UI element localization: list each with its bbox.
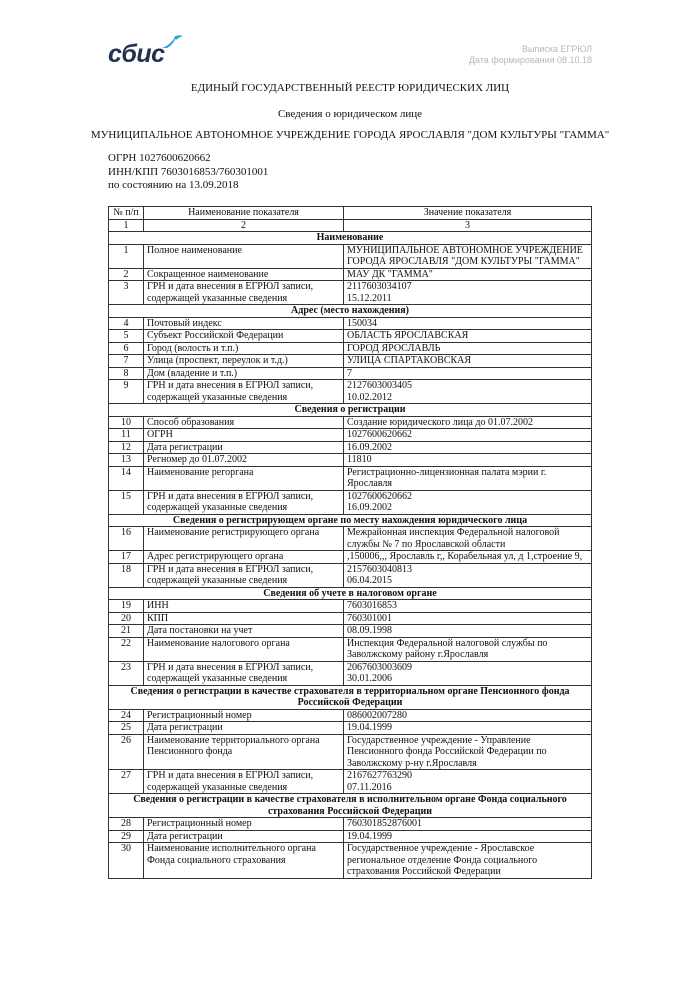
- column-numbers-row: [109, 219, 592, 232]
- bird-icon: [160, 34, 184, 54]
- section-header-row: [109, 404, 592, 417]
- indicator-name: Регистрационный номер: [144, 818, 344, 831]
- row-number: 24: [109, 709, 144, 722]
- indicator-name: Полное наименование: [144, 244, 344, 268]
- table-row: [109, 441, 592, 454]
- table-row: [109, 466, 592, 490]
- table-row: [109, 709, 592, 722]
- indicator-name: Сокращенное наименование: [144, 268, 344, 281]
- table-row: [109, 661, 592, 685]
- registry-title: ЕДИНЫЙ ГОСУДАРСТВЕННЫЙ РЕЕСТР ЮРИДИЧЕСКИХ ЛИЦ: [190, 82, 510, 94]
- indicator-name: Наименование налогового органа: [144, 637, 344, 661]
- indicator-value: [344, 612, 592, 625]
- row-number: 27: [109, 770, 144, 794]
- value-line: 2157603040813: [347, 563, 412, 575]
- value-line: Инспекция Федеральной налоговой службы по Заволжскому району г.Ярославля: [347, 637, 548, 660]
- col-header-value: Значение показателя: [344, 207, 592, 220]
- header-row: [109, 207, 592, 220]
- row-number: 21: [109, 625, 144, 638]
- row-number: 29: [109, 830, 144, 843]
- indicator-value: [344, 637, 592, 661]
- section-title: Наименование: [109, 232, 592, 245]
- row-number: 2: [109, 268, 144, 281]
- row-number: 18: [109, 563, 144, 587]
- table-row: [109, 722, 592, 735]
- sbis-logo: [108, 34, 188, 68]
- table-row: [109, 490, 592, 514]
- table-row: [109, 317, 592, 330]
- indicator-name: Регномер до 01.07.2002: [144, 454, 344, 467]
- logo-text: сбис: [108, 40, 165, 68]
- table-row: [109, 843, 592, 879]
- indicator-name: ГРН и дата внесения в ЕГРЮЛ записи, содержащей указанные сведения: [144, 281, 344, 305]
- indicator-value: [344, 367, 592, 380]
- value-line: Государственное учреждение - Ярославское региональное отделение Фонда социального страхования Российской Федерации: [347, 843, 538, 877]
- table-row: [109, 244, 592, 268]
- row-number: 3: [109, 281, 144, 305]
- row-number: 25: [109, 722, 144, 735]
- table-row: [109, 429, 592, 442]
- value-line: 2127603003405: [347, 380, 412, 391]
- indicator-name: Наименование исполнительного органа Фонда социального страхования: [144, 843, 344, 879]
- value-line: УЛИЦА СПАРТАКОВСКАЯ: [347, 355, 472, 366]
- indicator-name: ГРН и дата внесения в ЕГРЮЛ записи, содержащей указанные сведения: [144, 563, 344, 587]
- row-number: 22: [109, 637, 144, 661]
- col-number-2: 2: [144, 219, 344, 232]
- indicator-value: [344, 342, 592, 355]
- table-row: [109, 454, 592, 467]
- section-header-row: [109, 305, 592, 318]
- value-line: 08.09.1998: [347, 625, 392, 636]
- value-line: Регистрационно-лицензионная палата мэрии г. Ярославля: [347, 466, 547, 489]
- value-line: 2117603034107: [347, 281, 412, 292]
- value-line: 2167627763290: [347, 770, 412, 781]
- indicator-value: [344, 466, 592, 490]
- indicator-name: Субъект Российской Федерации: [144, 330, 344, 343]
- row-number: 13: [109, 454, 144, 467]
- value-line: 760301001: [347, 612, 392, 624]
- indicator-value: [344, 830, 592, 843]
- section-header-row: [109, 232, 592, 245]
- section-title: Сведения о регистрации: [109, 404, 592, 417]
- value-line: Создание юридического лица до 01.07.2002: [347, 416, 533, 428]
- row-number: 5: [109, 330, 144, 343]
- indicator-name: Дата регистрации: [144, 830, 344, 843]
- table-row: [109, 600, 592, 613]
- value-line: 16.09.2002: [347, 441, 392, 453]
- indicator-name: Наименование регистрирующего органа: [144, 527, 344, 551]
- row-number: 14: [109, 466, 144, 490]
- value-line: ,150006,,, Ярославль г,, Корабельная ул, д 1,строение 9,: [347, 551, 583, 562]
- inn-kpp-line: ИНН/КПП 7603016853/760301001: [108, 165, 269, 178]
- row-number: 20: [109, 612, 144, 625]
- indicator-value: [344, 709, 592, 722]
- egrul-table: [108, 206, 592, 879]
- indicator-value: [344, 551, 592, 564]
- table-row: [109, 416, 592, 429]
- table-row: [109, 770, 592, 794]
- indicator-name: Адрес регистрирующего органа: [144, 551, 344, 564]
- table-row: [109, 830, 592, 843]
- value-line: Государственное учреждение - Управление Пенсионного фонда Российской Федерации по Заволжскому р-ну г.Ярославля: [347, 734, 547, 769]
- indicator-value: [344, 843, 592, 879]
- row-number: 9: [109, 380, 144, 404]
- col-number-3: 3: [344, 219, 592, 232]
- section-title: Сведения о регистрации в качестве страхователя в исполнительном органе Фонда социального страхования Российской Федерации: [109, 794, 592, 818]
- value-line: 7: [347, 367, 352, 379]
- table-row: [109, 563, 592, 587]
- row-number: 30: [109, 843, 144, 879]
- indicator-value: [344, 722, 592, 735]
- value-line: 1027600620662: [347, 429, 412, 440]
- indicator-name: ГРН и дата внесения в ЕГРЮЛ записи, содержащей указанные сведения: [144, 380, 344, 404]
- section-header-row: [109, 685, 592, 709]
- row-number: 17: [109, 551, 144, 564]
- table-row: [109, 637, 592, 661]
- col-header-name: Наименование показателя: [144, 207, 344, 220]
- section-header-row: [109, 514, 592, 527]
- table-row: [109, 355, 592, 368]
- table-row: [109, 380, 592, 404]
- indicator-value: [344, 281, 592, 305]
- formed-date: Дата формирования 08.10.18: [468, 55, 592, 65]
- table-row: [109, 367, 592, 380]
- row-number: 4: [109, 317, 144, 330]
- table-row: [109, 268, 592, 281]
- value-line: 30.01.2006: [347, 673, 392, 684]
- table-row: [109, 551, 592, 564]
- value-line: 086002007280: [347, 709, 407, 721]
- row-number: 28: [109, 818, 144, 831]
- indicator-name: Почтовый индекс: [144, 317, 344, 330]
- section-title: Сведения о регистрирующем органе по месту нахождения юридического лица: [109, 514, 592, 527]
- value-line: ГОРОД ЯРОСЛАВЛЬ: [347, 342, 441, 354]
- row-number: 11: [109, 429, 144, 442]
- indicator-value: [344, 661, 592, 685]
- indicator-value: [344, 527, 592, 551]
- value-line: 15.12.2011: [347, 292, 392, 304]
- table-row: [109, 612, 592, 625]
- indicator-name: Улица (проспект, переулок и т.д.): [144, 355, 344, 368]
- indicator-value: [344, 441, 592, 454]
- indicator-name: Регистрационный номер: [144, 709, 344, 722]
- row-number: 10: [109, 416, 144, 429]
- row-number: 1: [109, 244, 144, 268]
- col-header-num: № п/п: [109, 207, 144, 220]
- value-line: МАУ ДК "ГАММА": [347, 268, 433, 280]
- indicator-value: [344, 380, 592, 404]
- indicator-value: [344, 625, 592, 638]
- table-row: [109, 342, 592, 355]
- indicator-name: Наименование регоргана: [144, 466, 344, 490]
- row-number: 15: [109, 490, 144, 514]
- section-header-row: [109, 587, 592, 600]
- indicator-name: Дата регистрации: [144, 441, 344, 454]
- ogrn-line: ОГРН 1027600620662: [108, 152, 211, 164]
- value-line: Межрайонная инспекция Федеральной налоговой службы № 7 по Ярославской области: [347, 527, 560, 550]
- indicator-value: [344, 818, 592, 831]
- doc-type: Выписка ЕГРЮЛ: [522, 44, 592, 54]
- indicator-value: [344, 454, 592, 467]
- row-number: 26: [109, 734, 144, 770]
- indicator-value: [344, 268, 592, 281]
- table-row: [109, 818, 592, 831]
- value-line: 760301852876001: [347, 818, 422, 829]
- row-number: 8: [109, 367, 144, 380]
- indicator-name: Дата постановки на учет: [144, 625, 344, 638]
- indicator-name: ГРН и дата внесения в ЕГРЮЛ записи, содержащей указанные сведения: [144, 770, 344, 794]
- indicator-name: Способ образования: [144, 416, 344, 429]
- indicator-name: КПП: [144, 612, 344, 625]
- org-name-title: МУНИЦИПАЛЬНОЕ АВТОНОМНОЕ УЧРЕЖДЕНИЕ ГОРОДА ЯРОСЛАВЛЯ "ДОМ КУЛЬТУРЫ "ГАММА": [90, 129, 610, 141]
- row-number: 6: [109, 342, 144, 355]
- indicator-value: [344, 317, 592, 330]
- table-row: [109, 625, 592, 638]
- indicator-value: [344, 770, 592, 794]
- indicator-name: ОГРН: [144, 429, 344, 442]
- indicator-value: [344, 330, 592, 343]
- indicator-name: Дом (владение и т.п.): [144, 367, 344, 380]
- indicator-value: [344, 429, 592, 442]
- value-line: 19.04.1999: [347, 722, 392, 733]
- row-number: 12: [109, 441, 144, 454]
- as-of-line: по состоянию на 13.09.2018: [108, 179, 239, 191]
- table-row: [109, 527, 592, 551]
- section-title: Сведения о регистрации в качестве страхователя в территориальном органе Пенсионного фонда Российской Федерации: [109, 685, 592, 709]
- value-line: 7603016853: [347, 600, 397, 611]
- indicator-value: [344, 244, 592, 268]
- value-line: 06.04.2015: [347, 575, 392, 586]
- table-row: [109, 281, 592, 305]
- value-line: МУНИЦИПАЛЬНОЕ АВТОНОМНОЕ УЧРЕЖДЕНИЕ ГОРОДА ЯРОСЛАВЛЯ "ДОМ КУЛЬТУРЫ "ГАММА": [347, 244, 583, 267]
- indicator-name: Город (волость и т.п.): [144, 342, 344, 355]
- value-line: 150034: [347, 317, 377, 329]
- value-line: 19.04.1999: [347, 830, 392, 842]
- table-row: [109, 330, 592, 343]
- indicator-value: [344, 734, 592, 770]
- indicator-value: [344, 600, 592, 613]
- indicator-value: [344, 355, 592, 368]
- section-title: Адрес (место нахождения): [109, 305, 592, 318]
- header-info: [469, 44, 592, 66]
- indicator-name: ГРН и дата внесения в ЕГРЮЛ записи, содержащей указанные сведения: [144, 490, 344, 514]
- value-line: ОБЛАСТЬ ЯРОСЛАВСКАЯ: [347, 330, 469, 341]
- value-line: 16.09.2002: [347, 502, 392, 513]
- section-title: Сведения об учете в налоговом органе: [109, 587, 592, 600]
- meta-block: [108, 152, 268, 193]
- indicator-value: [344, 416, 592, 429]
- indicator-name: Дата регистрации: [144, 722, 344, 735]
- value-line: 2067603003609: [347, 661, 412, 673]
- row-number: 23: [109, 661, 144, 685]
- value-line: 07.11.2016: [347, 781, 392, 793]
- indicator-name: ИНН: [144, 600, 344, 613]
- row-number: 7: [109, 355, 144, 368]
- table-row: [109, 734, 592, 770]
- indicator-value: [344, 490, 592, 514]
- table-body: [109, 207, 592, 879]
- indicator-name: ГРН и дата внесения в ЕГРЮЛ записи, содержащей указанные сведения: [144, 661, 344, 685]
- row-number: 19: [109, 600, 144, 613]
- value-line: 10.02.2012: [347, 391, 392, 403]
- indicator-value: [344, 563, 592, 587]
- indicator-name: Наименование территориального органа Пенсионного фонда: [144, 734, 344, 770]
- col-number-1: 1: [109, 219, 144, 232]
- row-number: 16: [109, 527, 144, 551]
- section-header-row: [109, 794, 592, 818]
- subtitle: Сведения о юридическом лице: [277, 108, 423, 120]
- value-line: 11810: [347, 454, 372, 465]
- value-line: 1027600620662: [347, 490, 412, 502]
